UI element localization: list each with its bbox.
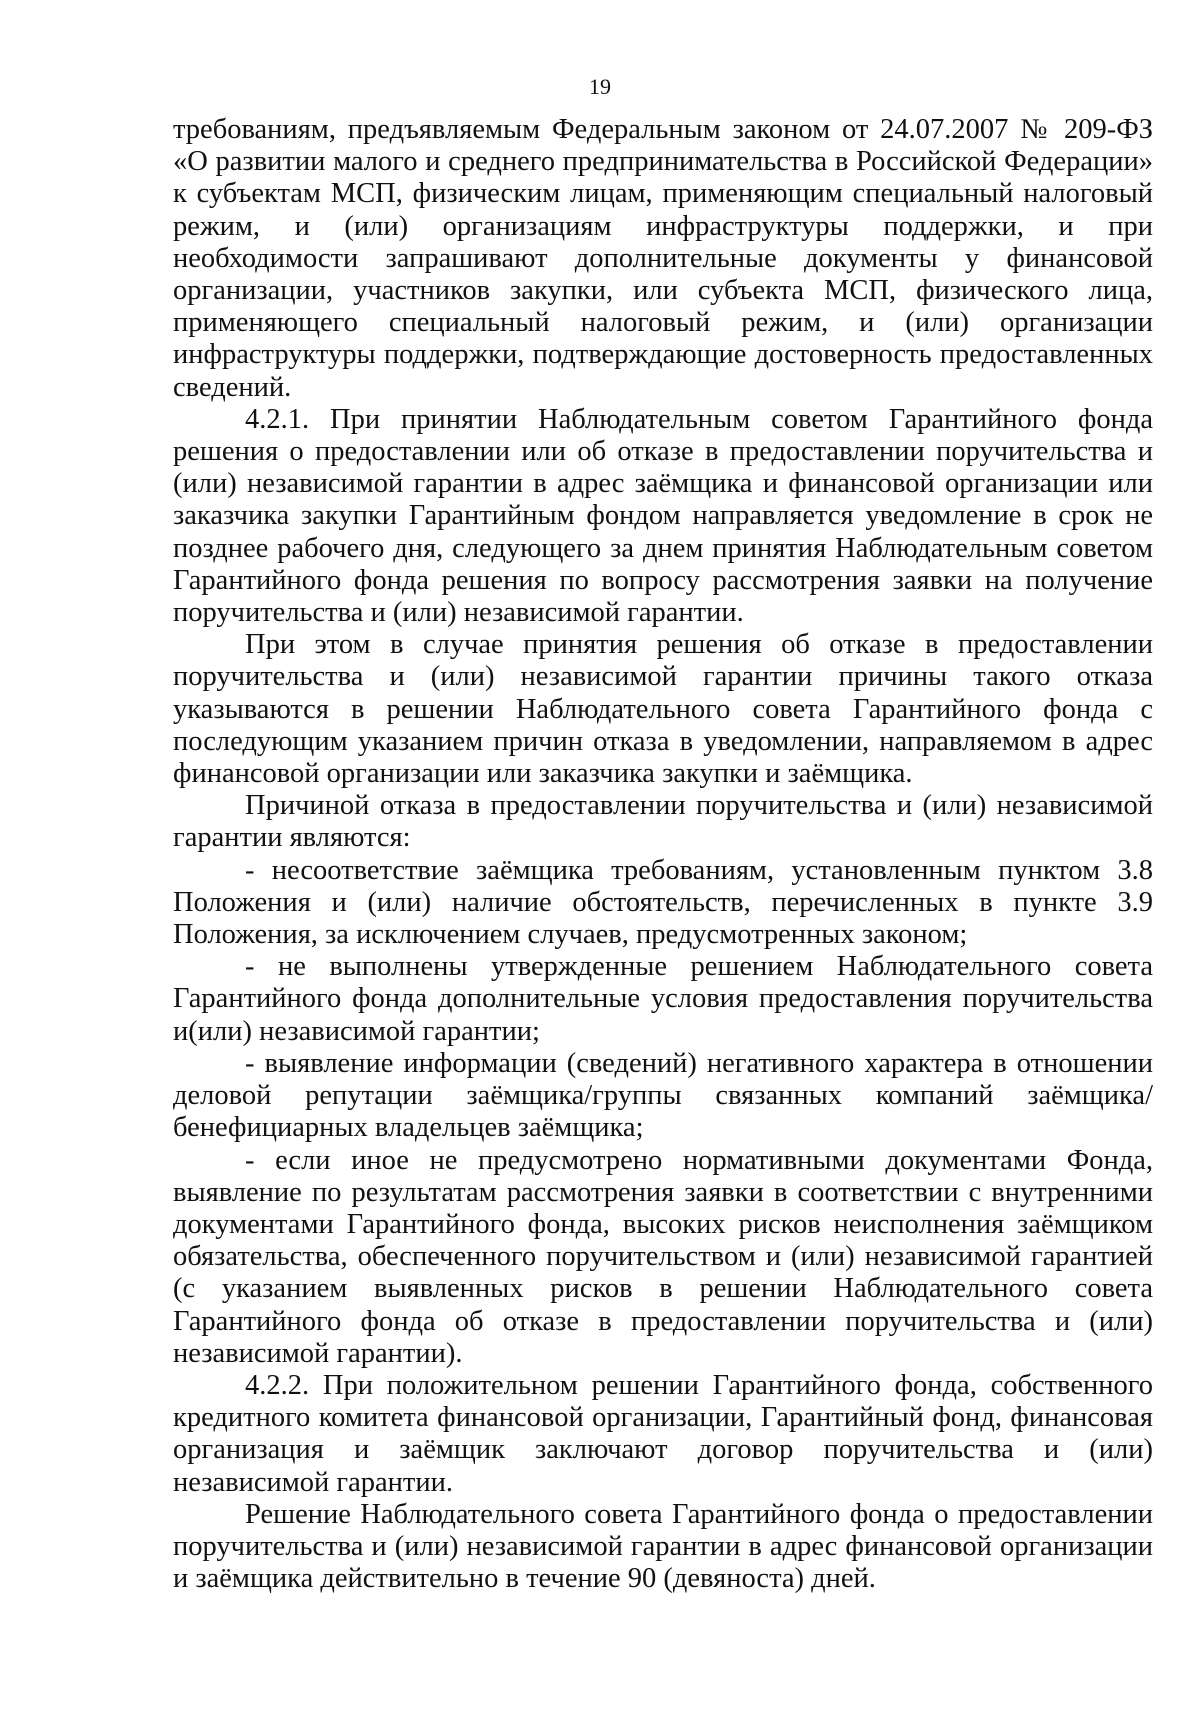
list-item-high-risks: - если иное не предусмотрено нормативными документами Фонда, выявление по результатам рассмотрения заявки в соответствии с внутренними документами Гарантийного фонда, высоких рисков неисполнения заёмщиком обязательства, обеспеченного поручительством и (или) независимой гарантией (с указанием выявленных рисков в решении Наблюдательного совета Гарантийного фонда об отказе в предоставлении поручительства и (или) независимой гарантии). (173, 1144, 1153, 1369)
page-number: 19 (589, 74, 611, 99)
paragraph-refusal-reasons-intro: Причиной отказа в предоставлении поручительства и (или) независимой гарантии являются: (173, 790, 1153, 854)
list-item-conditions-not-met: - не выполнены утвержденные решением Наблюдательного совета Гарантийного фонда дополнительные условия предоставления поручительства и(или) независимой гарантии; (173, 951, 1153, 1047)
list-item-noncompliance: - несоответствие заёмщика требованиям, установленным пунктом 3.8 Положения и (или) наличие обстоятельств, перечисленных в пункте 3.9 Положения, за исключением случаев, предусмотренных законом; (173, 854, 1153, 951)
list-item-negative-reputation: - выявление информации (сведений) негативного характера в отношении деловой репутации заёмщика/группы связанных компаний заёмщика/бенефициарных владельцев заёмщика; (173, 1047, 1153, 1144)
paragraph-continuation: требованиям, предъявляемым Федеральным законом от 24.07.2007 № 209-ФЗ «О развитии малого и среднего предпринимательства в Российской Федерации» к субъектам МСП, физическим лицам, применяющим специальный налоговый режим, и (или) организациям инфраструктуры поддержки, и при необходимости запрашивают дополнительные документы у финансовой организации, участников закупки, или субъекта МСП, физического лица, применяющего специальный налоговый режим, и (или) организации инфраструктуры поддержки, подтверждающие достоверность предоставленных сведений. (173, 114, 1153, 403)
paragraph-decision-validity: Решение Наблюдательного совета Гарантийного фонда о предоставлении поручительства и (или) независимой гарантии в адрес финансовой организации и заёмщика действительно в течение 90 (девяноста) дней. (173, 1498, 1153, 1595)
paragraph-4-2-1: 4.2.1. При принятии Наблюдательным советом Гарантийного фонда решения о предоставлении или об отказе в предоставлении поручительства и (или) независимой гарантии в адрес заёмщика и финансовой организации или заказчика закупки Гарантийным фондом направляется уведомление в срок не позднее рабочего дня, следующего за днем принятия Наблюдательным советом Гарантийного фонда решения по вопросу рассмотрения заявки на получение поручительства и (или) независимой гарантии. (173, 403, 1153, 629)
paragraph-4-2-2: 4.2.2. При положительном решении Гарантийного фонда, собственного кредитного комитета финансовой организации, Гарантийный фонд, финансовая организация и заёмщик заключают договор поручительства и (или) независимой гарантии. (173, 1369, 1153, 1498)
paragraph-refusal-reasons-note: При этом в случае принятия решения об отказе в предоставлении поручительства и (или) независимой гарантии причины такого отказа указываются в решении Наблюдательного совета Гарантийного фонда с последующим указанием причин отказа в уведомлении, направляемом в адрес финансовой организации или заказчика закупки и заёмщика. (173, 629, 1153, 790)
document-body (173, 114, 1153, 1595)
